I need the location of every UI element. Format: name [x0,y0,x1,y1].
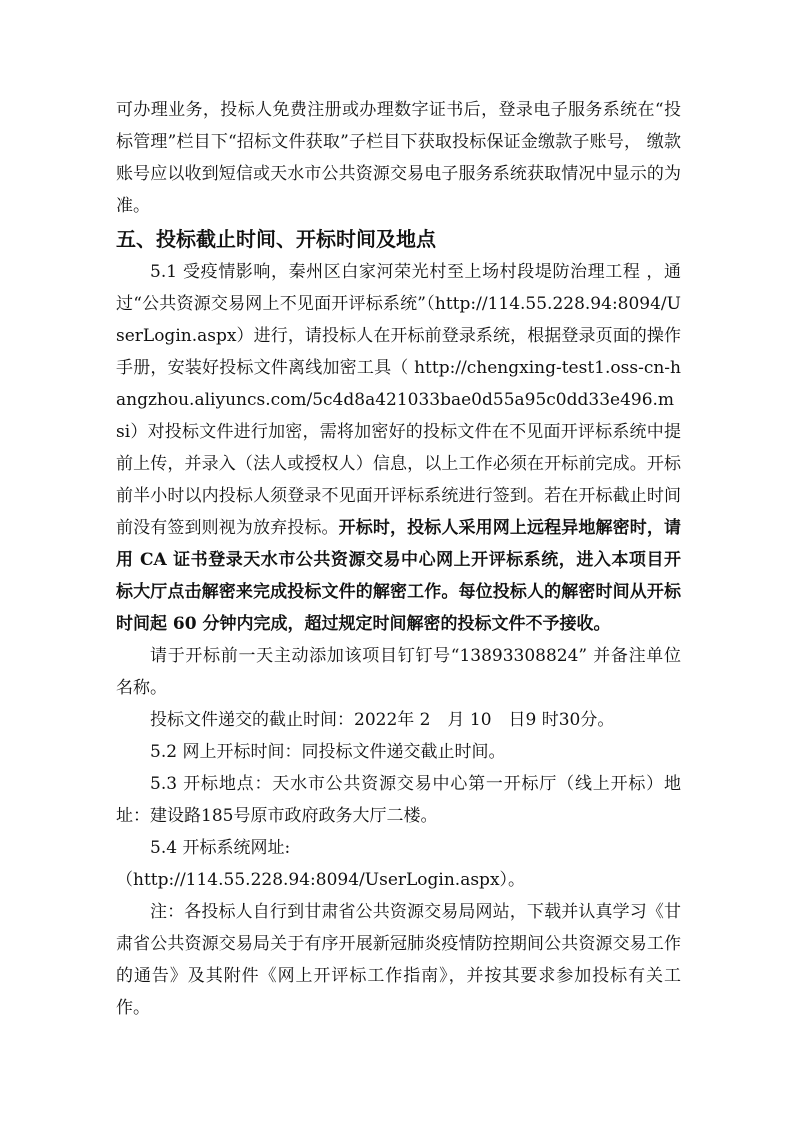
paragraph-5-1-text: 5.1 受疫情影响，秦州区白家河荣光村至上场村段堤防治理工程 ，通过“公共资源交易网上不见面开评标系统”（http://114.55.228.94:8094/UserLogin.aspx）进行，请投标人在开标前登录系统，根据登录页面的操作手册，安装好投标文件离线加密工具（ http://chengxing-test1.oss-cn-hangzhou.aliyuncs.com/5c4d8a421033bae0d55a95c0dd33e496.msi）对投标文件进行加密，需将加密好的投标文件在不见面开评标系统中提前上传，并录入（法人或授权人）信息，以上工作必须在开标前完成。开标前半小时以内投标人须登录不见面开评标系统进行签到。若在开标截止时间前没有签到则视为放弃投标。 [116,262,681,538]
paragraph-5-1-bold-text: 开标时，投标人采用网上远程异地解密时，请用 CA 证书登录天水市公共资源交易中心网上开评标系统，进入本项目开标大厅点击解密来完成投标文件的解密工作。每位投标人的解密时间从开标时间起 60 分钟内完成，超过规定时间解密的投标文件不予接收。 [116,518,681,634]
paragraph-5-4-url: （http://114.55.228.94:8094/UserLogin.aspx）。 [116,870,526,890]
paragraph-deadline: 投标文件递交的截止时间：2022年 2 月 10 日9 时30分。 [150,710,615,730]
intro-paragraph: 可办理业务，投标人免费注册或办理数字证书后，登录电子服务系统在“投标管理”栏目下“招标文件获取”子栏目下获取投标保证金缴款子账号， 缴款账号应以收到短信或天水市公共资源交易电子服务系统获取情况中显示的为准。 [116,100,681,216]
paragraph-5-4-label: 5.4 开标系统网址: [150,838,291,858]
paragraph-5-1 [116,256,681,640]
paragraph-note: 注：各投标人自行到甘肃省公共资源交易局网站，下载并认真学习《甘肃省公共资源交易局关于有序开展新冠肺炎疫情防控期间公共资源交易工作的通告》及其附件《网上开评标工作指南》，并按其要求参加投标有关工作。 [116,902,681,1018]
paragraph-dingding: 请于开标前一天主动添加该项目钉钉号“13893308824” 并备注单位名称。 [116,646,681,698]
section-heading: 五、投标截止时间、开标时间及地点 [116,227,436,251]
paragraph-5-3: 5.3 开标地点：天水市公共资源交易中心第一开标厅（线上开标）地址：建设路185号原市政府政务大厅二楼。 [116,774,681,826]
paragraph-5-2: 5.2 网上开标时间：同投标文件递交截止时间。 [150,742,506,762]
document-body [116,94,681,1024]
